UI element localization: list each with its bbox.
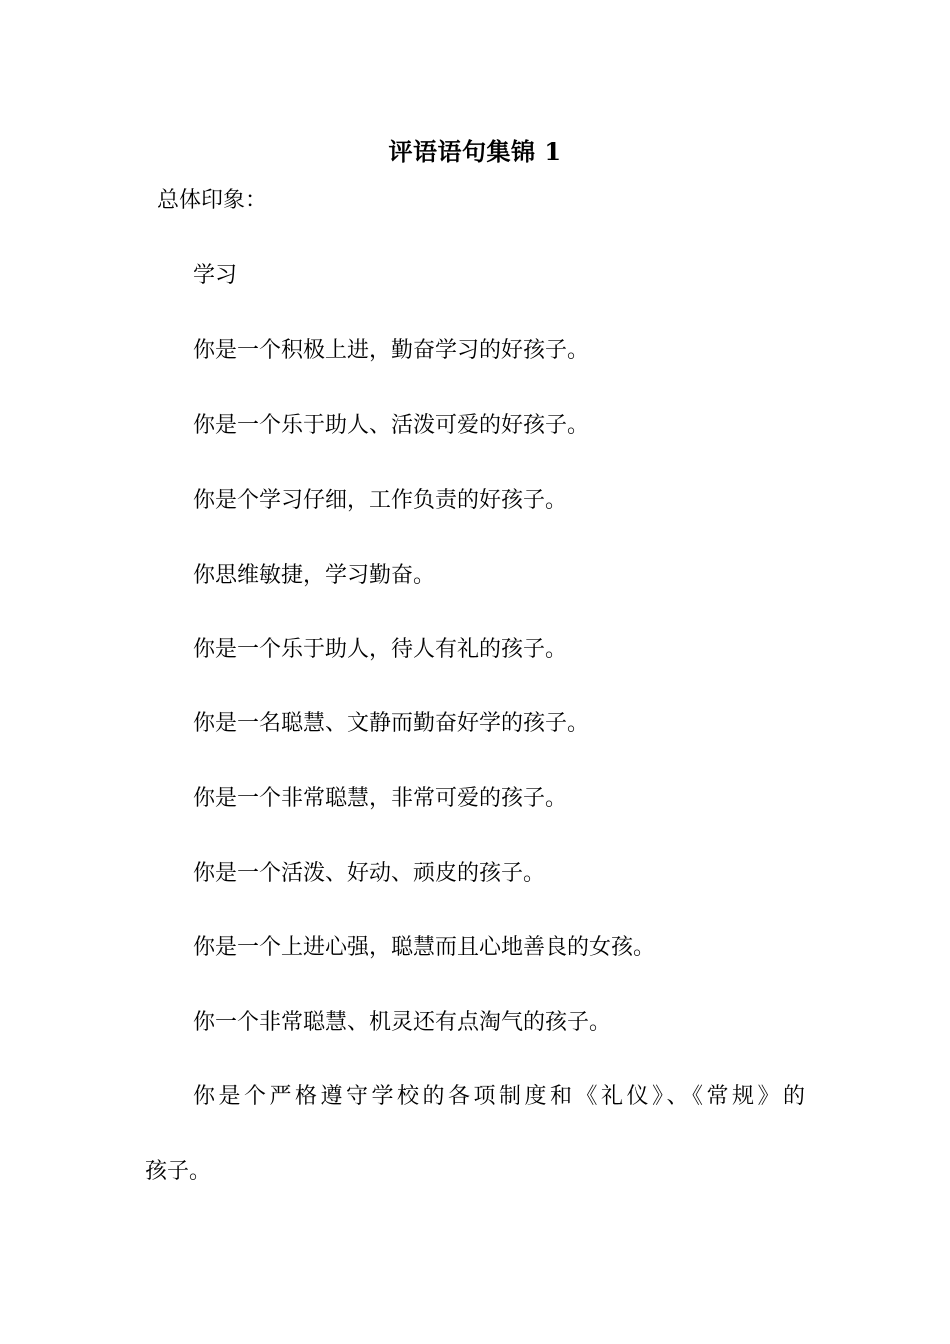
comment-line: 你是一个活泼、好动、顽皮的孩子。: [193, 861, 546, 886]
subheading: 学习: [193, 263, 238, 288]
comment-line-continuation: 孩子。: [145, 1159, 212, 1184]
comment-line: 你是一个非常聪慧，非常可爱的孩子。: [193, 786, 568, 811]
comment-line: 你思维敏捷，学习勤奋。: [193, 563, 436, 588]
document-title: 评语语句集锦 1: [388, 137, 562, 166]
section-label: 总体印象：: [157, 188, 268, 213]
comment-line: 你是个学习仔细，工作负责的好孩子。: [193, 488, 568, 513]
comment-line: 你一个非常聪慧、机灵还有点淘气的孩子。: [193, 1010, 612, 1035]
comment-line: 你是一个上进心强，聪慧而且心地善良的女孩。: [193, 935, 656, 960]
comment-line: 你是一个乐于助人，待人有礼的孩子。: [193, 637, 568, 662]
comment-line: 你是一个积极上进，勤奋学习的好孩子。: [193, 338, 590, 363]
comment-line-wrapped: 你是个严格遵守学校的各项制度和《礼仪》、《常规》的: [193, 1084, 805, 1109]
comment-line: 你是一个乐于助人、活泼可爱的好孩子。: [193, 413, 590, 438]
comment-line: 你是一名聪慧、文静而勤奋好学的孩子。: [193, 711, 590, 736]
